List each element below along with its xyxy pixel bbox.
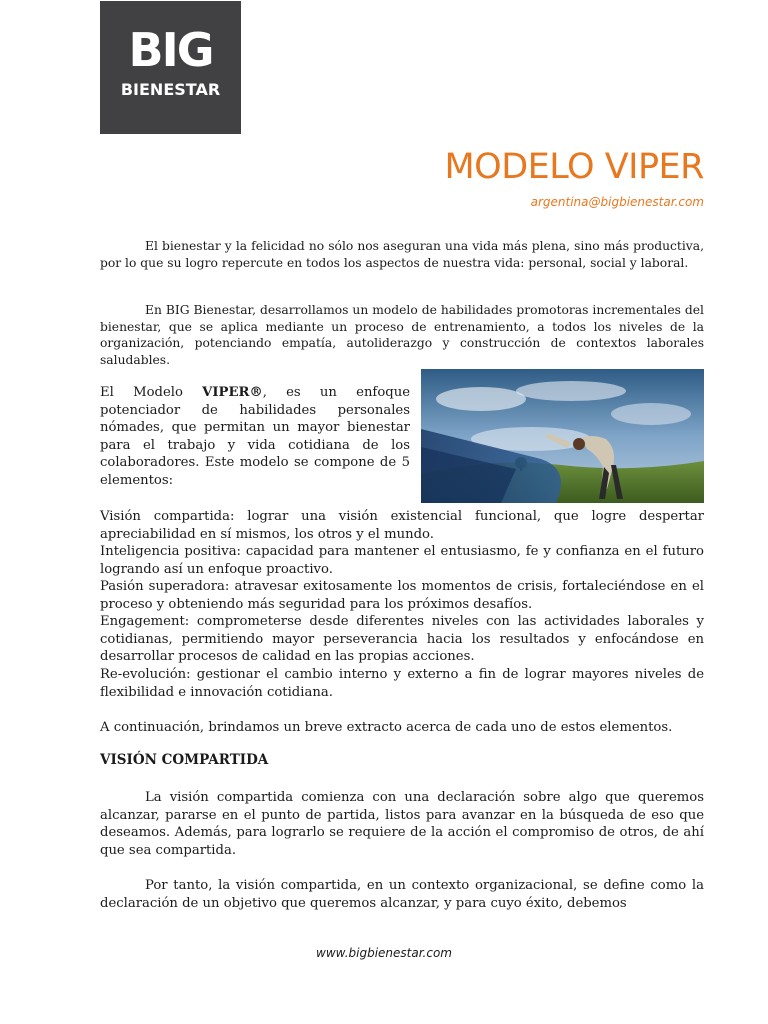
- section-paragraph-1: La visión compartida comienza con una declaración sobre algo que queremos alcanzar, pararse en el punto de partida, listos para avanzar en la búsqueda de eso que deseamos. Además, para lograrlo se requiere de la acción el compromiso de otros, de ahí que sea compartida.: [100, 790, 704, 858]
- viper-intro-after: , es un enfoque potenciador de habilidades personales nómades, que permitan un mayor bienestar para el trabajo y vida cotidiana de los colaboradores. Este modelo se compone de 5 elementos:: [100, 385, 410, 488]
- section-heading: VISIÓN COMPARTIDA: [100, 752, 269, 768]
- person-stretching-sky-photo: [421, 369, 704, 503]
- footer-website: www.bigbienestar.com: [316, 946, 452, 960]
- list-item: Pasión superadora: atravesar exitosamente los momentos de crisis, fortaleciéndose en el proceso y obteniendo más seguridad para los próximos desafíos.: [100, 579, 704, 612]
- document-title: MODELO VIPER: [444, 147, 704, 187]
- intro-paragraph-1: El bienestar y la felicidad no sólo nos aseguran una vida más plena, sino más productiva, por lo que su logro repercute en todos los aspectos de nuestra vida: personal, social y laboral.: [100, 239, 704, 270]
- list-item: Re-evolución: gestionar el cambio interno y externo a fin de lograr mayores niveles de flexibilidad e innovación cotidiana.: [100, 667, 704, 700]
- viper-intro-paragraph: [100, 384, 410, 489]
- list-item: Visión compartida: lograr una visión existencial funcional, que logre despertar apreciabilidad en sí mismos, los otros y el mundo.: [100, 509, 704, 542]
- list-item: Engagement: comprometerse desde diferentes niveles con las actividades laborales y cotidianas, permitiendo mayor perseverancia hacia los resultados y enfocándose en desarrollar procesos de calidad en las propias acciones.: [100, 614, 704, 664]
- viper-intro-before: El Modelo: [100, 385, 203, 400]
- intro-paragraph-2: En BIG Bienestar, desarrollamos un modelo de habilidades promotoras incrementales del bienestar, que se aplica mediante un proceso de entrenamiento, a todos los niveles de la organización, potenciando empatía, autoliderazgo y construcción de contextos laborales saludables.: [100, 303, 704, 367]
- contact-email: argentina@bigbienestar.com: [530, 195, 704, 209]
- logo-text-big: BIG: [128, 23, 213, 77]
- logo-text-bienestar: BIENESTAR: [120, 80, 221, 99]
- viper-brand-name: VIPER®: [202, 385, 263, 400]
- continuation-paragraph: A continuación, brindamos un breve extracto acerca de cada uno de estos elementos.: [100, 720, 673, 735]
- brand-logo: [100, 1, 241, 134]
- list-item: Inteligencia positiva: capacidad para mantener el entusiasmo, fe y confianza en el futuro logrando así un enfoque proactivo.: [100, 544, 704, 577]
- section-paragraph-2: Por tanto, la visión compartida, en un contexto organizacional, se define como la declaración de un objetivo que queremos alcanzar, y para cuyo éxito, debemos: [100, 878, 704, 911]
